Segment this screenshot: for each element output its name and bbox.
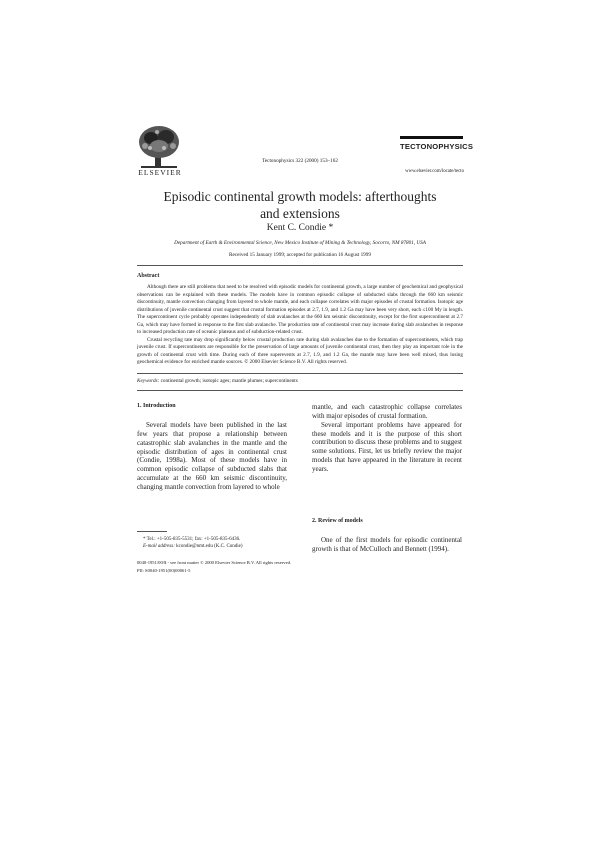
- footnote: [137, 536, 297, 550]
- email-address[interactable]: kcondie@nmt.edu (K.C. Condie): [174, 544, 243, 549]
- abstract-paragraph: Although there are still problems that need to be resolved with episodic models for continental growth, a large number of geochemical and geophysical observations can be explained with these models. The models have in common episodic collapse of subducted slabs through the 660 km seismic discontinuity, mantle convection changing from layered to whole mantle, and each collapse correlates with major episodes of crustal formation. Isotopic age distributions of juvenile continental crust suggest that crustal formation episodes at 2.7, 1.9, and 1.2 Ga may have been very short, each ≤100 My in length. The supercontinent cycle probably operates independently of slab avalanches at the 660 km seismic discontinuity, except for the first supercontinent at 2.7 Ga, which may have formed in response to the first slab avalanche. The production rate of continental crust may increase during slab avalanches in response to increased production rate of oceanic plateaus and of subduction-related crust.: [137, 284, 463, 336]
- keywords: [137, 378, 463, 384]
- title-line-1: Episodic continental growth models: afterthoughts: [163, 189, 437, 204]
- footnote-rule: [137, 531, 167, 532]
- author-affiliation: Department of Earth & Environmental Science, New Mexico Institute of Mining & Technology, Socorro, NM 87801, USA: [174, 240, 426, 246]
- footnote-contact: * Tel.: +1-505-835-5531; fax: +1-505-835-6436.: [143, 537, 241, 542]
- body-paragraph: Several models have been published in the last few years that propose a relationship between catastrophic slab avalanches in the mantle and the episodic distribution of ages in continental crust (Condie, 1998a). Most of these models have in common episodic collapse of subducted slabs that accumulate at the 660 km seismic discontinuity, changing mantle convection from layered to whole: [137, 421, 287, 491]
- section-heading-review-of-models: 2. Review of models: [312, 518, 363, 524]
- abstract-body: [137, 284, 463, 367]
- pii-line: PII: S0040-1951(00)00061-5: [137, 568, 191, 574]
- section-heading-introduction: 1. Introduction: [137, 403, 176, 409]
- journal-reference: Tectonophysics 322 (2000) 153–162: [262, 158, 338, 164]
- article-title: [0, 188, 600, 222]
- title-line-2: and extensions: [260, 206, 340, 221]
- body-paragraph: One of the first models for episodic continental growth is that of McCulloch and Bennett (1994).: [312, 536, 462, 553]
- journal-url[interactable]: www.elsevier.com/locate/tecto: [405, 169, 464, 174]
- abstract-heading: Abstract: [137, 273, 160, 279]
- front-matter-info: [137, 559, 463, 576]
- right-column-top: [312, 403, 462, 474]
- keywords-top-rule: [137, 373, 463, 374]
- keywords-label: Keywords:: [137, 378, 160, 384]
- left-column: [137, 421, 287, 492]
- keywords-list: continental growth; isotopic ages; mantle plumes; supercontinents: [159, 378, 298, 384]
- email-label: E-mail address:: [143, 544, 175, 549]
- body-paragraph: Several important problems have appeared for these models and it is the purpose of this short contribution to discuss these problems and to suggest some solutions. First, let us briefly review the major models that have appeared in the literature in recent years.: [312, 420, 462, 473]
- footnote-email: [137, 543, 297, 550]
- journal-name: TECTONOPHYSICS: [400, 136, 463, 154]
- abstract-paragraph: Crustal recycling rate may drop significantly below crustal production rate during slab avalanches due to the formation of supercontinents, which trap juvenile crust. If supercontinents are responsible for the preservation of large amounts of juvenile continental crust, then they play an important role in the growth of continental crust with time. During each of three superevents at 2.7, 1.9, and 1.2 Ga, the mantle may have been well mixed, thus losing geochemical evidence for enriched mantle sources. © 2000 Elsevier Science B.V. All rights reserved.: [137, 336, 463, 366]
- right-column-bottom: [312, 536, 462, 554]
- body-paragraph: mantle, and each catastrophic collapse correlates with major episodes of crustal formation.: [312, 403, 462, 420]
- publisher-name: ELSEVIER: [138, 168, 182, 177]
- abstract-top-rule: [137, 265, 463, 266]
- author-name: Kent C. Condie *: [266, 223, 334, 233]
- copyright-line: 0040-1951/00/$ - see front matter © 2000 Elsevier Science B.V. All rights reserved.: [137, 560, 292, 565]
- received-dates: Received 15 January 1999; accepted for publication 16 August 1999: [229, 252, 371, 258]
- keywords-bottom-rule: [137, 390, 463, 391]
